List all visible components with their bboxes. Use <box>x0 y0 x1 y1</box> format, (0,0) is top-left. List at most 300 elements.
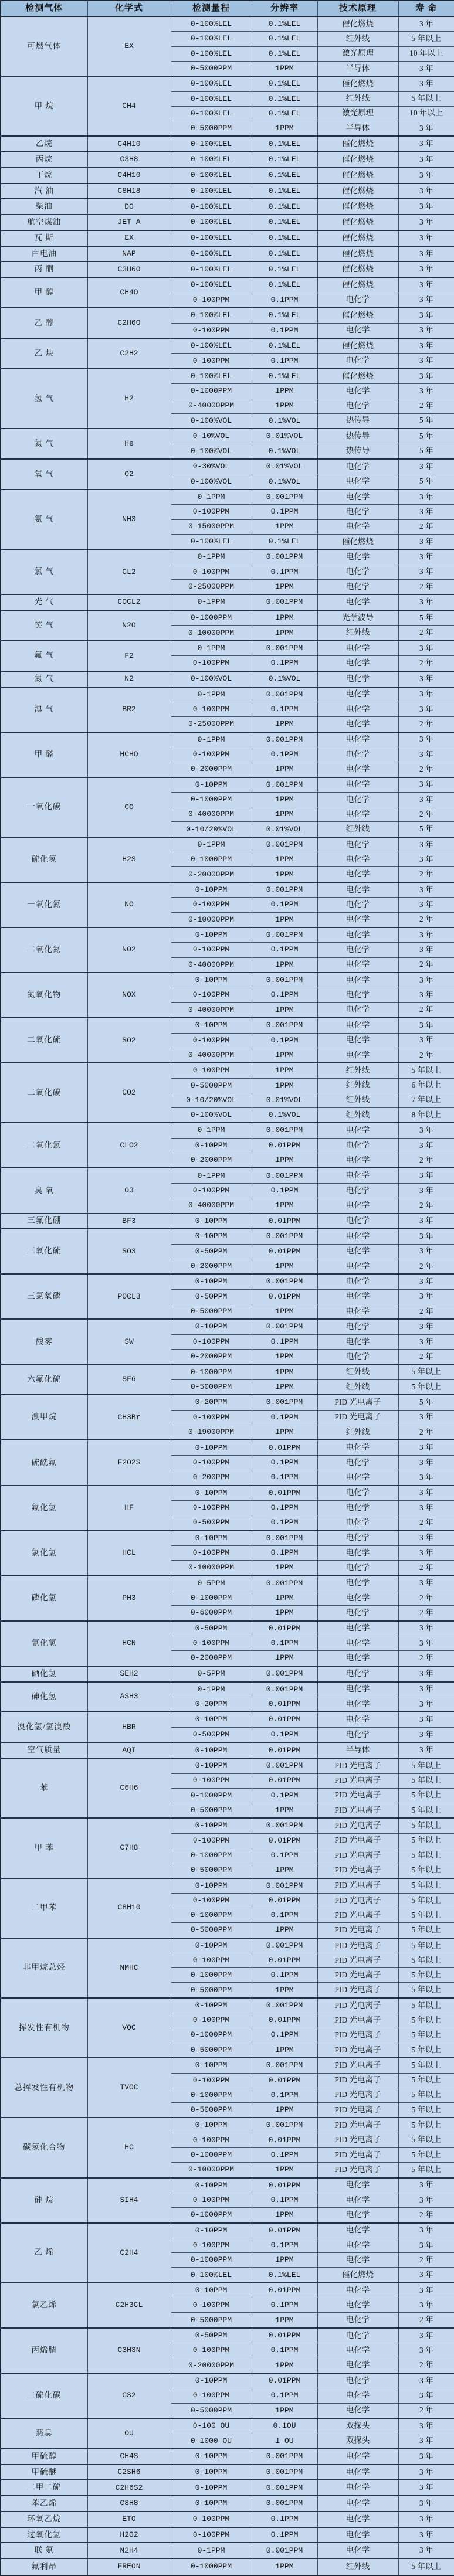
range-cell: 0-1000PPM <box>171 2147 252 2162</box>
lifespan-cell: 3 年 <box>398 277 454 293</box>
resolution-cell: 0.1PPM <box>252 2238 317 2253</box>
range-cell: 0-100%LEL <box>171 308 252 323</box>
resolution-cell: 1PPM <box>252 1078 317 1093</box>
lifespan-cell: 3 年 <box>398 2418 454 2434</box>
lifespan-cell: 5 年 <box>398 474 454 490</box>
table-row <box>1 429 454 444</box>
resolution-cell: 0.01PPM <box>252 2013 317 2028</box>
principle-cell: 电化学 <box>317 1183 398 1198</box>
range-cell: 0-10/20%VOL <box>171 822 252 837</box>
resolution-cell: 0.1%LEL <box>252 32 317 46</box>
resolution-cell: 0.1%LEL <box>252 338 317 354</box>
lifespan-cell: 2 年 <box>398 1425 454 1440</box>
resolution-cell: 0.1PPM <box>252 747 317 762</box>
table-row <box>1 1758 454 1773</box>
resolution-cell: 0.01PPM <box>252 1833 317 1848</box>
range-cell: 0-5000PPM <box>171 1379 252 1395</box>
range-cell: 0-100PPM <box>171 1953 252 1968</box>
gas-name-cell: 乙烷 <box>1 136 87 152</box>
resolution-cell: 0.1PPM <box>252 1500 317 1515</box>
lifespan-cell: 5 年以上 <box>398 2043 454 2058</box>
range-cell: 0-40000PPM <box>171 1002 252 1018</box>
lifespan-cell: 2 年 <box>398 1153 454 1168</box>
table-row <box>1 459 454 474</box>
range-cell: 0-100%LEL <box>171 91 252 106</box>
range-cell: 0-5000PPM <box>171 1923 252 1938</box>
resolution-cell: 0.001PPM <box>252 1878 317 1894</box>
range-cell: 0-100%LEL <box>171 183 252 199</box>
principle-cell: 电化学 <box>317 354 398 369</box>
principle-cell: 电化学 <box>317 1531 398 1546</box>
principle-cell: 电化学 <box>317 732 398 747</box>
lifespan-cell: 3 年 <box>398 1033 454 1048</box>
lifespan-cell: 3 年 <box>398 2543 454 2558</box>
formula-cell: CLO2 <box>87 1123 171 1168</box>
gas-name-cell: 氯化氢 <box>1 1531 87 1576</box>
resolution-cell: 0.1%LEL <box>252 369 317 384</box>
range-cell: 0-10PPM <box>171 1440 252 1455</box>
range-cell: 0-10PPM <box>171 2223 252 2238</box>
range-cell: 0-500PPM <box>171 1515 252 1531</box>
lifespan-cell: 3 年 <box>398 1470 454 1486</box>
resolution-cell: 0.001PPM <box>252 1666 317 1682</box>
range-cell: 0-50PPM <box>171 2328 252 2343</box>
principle-cell: PID 光电离子 <box>317 1953 398 1968</box>
lifespan-cell: 5 年 <box>398 413 454 429</box>
formula-cell: DO <box>87 199 171 215</box>
lifespan-cell: 3 年 <box>398 1742 454 1758</box>
principle-cell: 红外线 <box>317 32 398 46</box>
principle-cell: 电化学 <box>317 837 398 852</box>
gas-name-cell: 溴 气 <box>1 687 87 732</box>
table-row <box>1 1666 454 1682</box>
gas-name-cell: 二甲苯 <box>1 1878 87 1938</box>
lifespan-cell: 3 年 <box>398 152 454 168</box>
header-formula: 化学式 <box>87 1 171 16</box>
principle-cell: 电化学 <box>317 1682 398 1697</box>
range-cell: 0-20PPM <box>171 1395 252 1410</box>
resolution-cell: 1PPM <box>252 2403 317 2418</box>
range-cell: 0-100%LEL <box>171 534 252 549</box>
resolution-cell: 0.1%LEL <box>252 277 317 293</box>
range-cell: 0-5PPM <box>171 1666 252 1682</box>
resolution-cell: 1PPM <box>252 2358 317 2373</box>
resolution-cell: 0.1PPM <box>252 2343 317 2358</box>
table-row <box>1 641 454 656</box>
gas-name-cell: 一氧化氮 <box>1 882 87 927</box>
formula-cell: O3 <box>87 1168 171 1213</box>
range-cell: 0-1000PPM <box>171 2088 252 2102</box>
formula-cell: SO3 <box>87 1229 171 1274</box>
resolution-cell: 0.01%VOL <box>252 822 317 837</box>
principle-cell: PID 光电离子 <box>317 2028 398 2043</box>
resolution-cell: 1PPM <box>252 121 317 136</box>
table-row <box>1 2465 454 2480</box>
range-cell: 0-1000PPM <box>171 2208 252 2223</box>
formula-cell: JET A <box>87 215 171 230</box>
formula-cell: C3H6O <box>87 261 171 277</box>
range-cell: 0-1000PPM <box>171 1591 252 1606</box>
formula-cell: CH4 <box>87 76 171 136</box>
lifespan-cell: 5 年以上 <box>398 1803 454 1818</box>
formula-cell: SEH2 <box>87 1666 171 1682</box>
gas-name-cell: 光 气 <box>1 594 87 610</box>
lifespan-cell: 5 年以上 <box>398 2147 454 2162</box>
lifespan-cell: 2 年 <box>398 867 454 882</box>
formula-cell: C3H8 <box>87 152 171 168</box>
formula-cell: F2O2S <box>87 1440 171 1485</box>
table-row <box>1 1319 454 1334</box>
range-cell: 0-10PPM <box>171 1758 252 1773</box>
lifespan-cell: 3 年 <box>398 261 454 277</box>
principle-cell: 电化学 <box>317 702 398 716</box>
range-cell: 0-10PPM <box>171 1214 252 1229</box>
lifespan-cell: 2 年 <box>398 1002 454 1018</box>
range-cell: 0-100%VOL <box>171 413 252 429</box>
range-cell: 0-100PPM <box>171 1410 252 1425</box>
principle-cell: 催化燃烧 <box>317 369 398 384</box>
principle-cell: 电化学 <box>317 474 398 490</box>
resolution-cell: 1PPM <box>252 1350 317 1365</box>
range-cell: 0-100PPM <box>171 898 252 912</box>
resolution-cell: 0.1PPM <box>252 1183 317 1198</box>
resolution-cell: 0.1%LEL <box>252 183 317 199</box>
principle-cell: 电化学 <box>317 1319 398 1334</box>
table-row <box>1 261 454 277</box>
formula-cell: H2O2 <box>87 2527 171 2543</box>
lifespan-cell: 3 年 <box>398 852 454 867</box>
resolution-cell: 1PPM <box>252 957 317 973</box>
range-cell: 0-100PPM <box>171 2238 252 2253</box>
lifespan-cell: 2 年 <box>398 1304 454 1319</box>
resolution-cell: 1PPM <box>252 399 317 413</box>
formula-cell: C8H8 <box>87 2496 171 2512</box>
resolution-cell: 0.001PPM <box>252 2496 317 2512</box>
lifespan-cell: 3 年 <box>398 136 454 152</box>
principle-cell: 催化燃烧 <box>317 152 398 168</box>
lifespan-cell: 3 年 <box>398 671 454 687</box>
lifespan-cell: 3 年 <box>398 927 454 943</box>
range-cell: 0-2000PPM <box>171 1651 252 1666</box>
resolution-cell: 0.1PPM <box>252 1470 317 1486</box>
lifespan-cell: 2 年 <box>398 1515 454 1531</box>
resolution-cell: 1PPM <box>252 61 317 76</box>
lifespan-cell: 3 年 <box>398 2480 454 2496</box>
resolution-cell: 1PPM <box>252 1651 317 1666</box>
range-cell: 0-1PPM <box>171 1123 252 1138</box>
range-cell: 0-100PPM <box>171 2512 252 2527</box>
table-row <box>1 1168 454 1183</box>
lifespan-cell: 2 年 <box>398 2313 454 2328</box>
resolution-cell: 1PPM <box>252 793 317 807</box>
resolution-cell: 0.1PPM <box>252 898 317 912</box>
principle-cell: 激光原理 <box>317 106 398 121</box>
resolution-cell: 1PPM <box>252 1048 317 1063</box>
principle-cell: 催化燃烧 <box>317 230 398 246</box>
gas-name-cell: 过氧化氢 <box>1 2527 87 2543</box>
principle-cell: 电化学 <box>317 1153 398 1168</box>
resolution-cell: 0.001PPM <box>252 1274 317 1289</box>
lifespan-cell: 3 年 <box>398 384 454 399</box>
resolution-cell: 1PPM <box>252 1063 317 1078</box>
range-cell: 0-25000PPM <box>171 717 252 732</box>
principle-cell: 电化学 <box>317 1289 398 1304</box>
lifespan-cell: 3 年 <box>398 1455 454 1470</box>
lifespan-cell: 3 年 <box>398 183 454 199</box>
formula-cell: BR2 <box>87 687 171 732</box>
resolution-cell: 1PPM <box>252 1923 317 1938</box>
resolution-cell: 1PPM <box>252 717 317 732</box>
lifespan-cell: 3 年 <box>398 594 454 610</box>
formula-cell: SIH4 <box>87 2178 171 2223</box>
lifespan-cell: 5 年以上 <box>398 1923 454 1938</box>
lifespan-cell: 6 年以上 <box>398 1078 454 1093</box>
formula-cell: CH3Br <box>87 1395 171 1440</box>
range-cell: 0-2000PPM <box>171 1153 252 1168</box>
lifespan-cell: 3 年 <box>398 2238 454 2253</box>
lifespan-cell: 3 年 <box>398 973 454 988</box>
resolution-cell: 1PPM <box>252 1379 317 1395</box>
range-cell: 0-100%LEL <box>171 369 252 384</box>
lifespan-cell: 2 年 <box>398 1606 454 1621</box>
range-cell: 0-100PPM <box>171 943 252 957</box>
resolution-cell: 0.001PPM <box>252 641 317 656</box>
lifespan-cell: 3 年 <box>398 1123 454 1138</box>
table-row <box>1 1742 454 1758</box>
lifespan-cell: 3 年 <box>398 505 454 519</box>
range-cell: 0-10PPM <box>171 777 252 793</box>
range-cell: 0-10PPM <box>171 1274 252 1289</box>
formula-cell: ETO <box>87 2512 171 2527</box>
resolution-cell: 0.1%LEL <box>252 261 317 277</box>
range-cell: 0-100%LEL <box>171 199 252 215</box>
resolution-cell: 0.1%VOL <box>252 671 317 687</box>
resolution-cell: 0.1%LEL <box>252 199 317 215</box>
gas-name-cell: 环氧乙烷 <box>1 2512 87 2527</box>
lifespan-cell: 5 年 <box>398 429 454 444</box>
table-row <box>1 1818 454 1833</box>
principle-cell: PID 光电离子 <box>317 2043 398 2058</box>
resolution-cell: 1PPM <box>252 2253 317 2268</box>
principle-cell: PID 光电离子 <box>317 1983 398 1998</box>
principle-cell: 电化学 <box>317 2388 398 2403</box>
principle-cell: 电化学 <box>317 1621 398 1636</box>
table-row <box>1 1063 454 1078</box>
resolution-cell: 0.001PPM <box>252 490 317 505</box>
resolution-cell: 1PPM <box>252 1591 317 1606</box>
formula-cell: CO2 <box>87 1063 171 1123</box>
resolution-cell: 0.1PPM <box>252 1515 317 1531</box>
table-row <box>1 230 454 246</box>
gas-name-cell: 丙 酮 <box>1 261 87 277</box>
lifespan-cell: 2 年 <box>398 579 454 594</box>
range-cell: 0-100PPM <box>171 293 252 308</box>
range-cell: 0-10PPM <box>171 1712 252 1727</box>
range-cell: 0-100%LEL <box>171 32 252 46</box>
range-cell: 0-5000PPM <box>171 1304 252 1319</box>
range-cell: 0-100PPM <box>171 2073 252 2088</box>
lifespan-cell: 2 年 <box>398 2253 454 2268</box>
lifespan-cell: 2 年 <box>398 1259 454 1274</box>
principle-cell: 催化燃烧 <box>317 338 398 354</box>
principle-cell: 半导体 <box>317 121 398 136</box>
range-cell: 0-100PPM <box>171 747 252 762</box>
resolution-cell: 0.01PPM <box>252 1953 317 1968</box>
resolution-cell: 0.1PPM <box>252 2088 317 2102</box>
principle-cell: 热传导 <box>317 444 398 459</box>
principle-cell: PID 光电离子 <box>317 1758 398 1773</box>
lifespan-cell: 3 年 <box>398 837 454 852</box>
range-cell: 0-1000PPM <box>171 793 252 807</box>
range-cell: 0-100PPM <box>171 702 252 716</box>
resolution-cell: 0.001PPM <box>252 1018 317 1033</box>
principle-cell: 催化燃烧 <box>317 215 398 230</box>
principle-cell: 电化学 <box>317 973 398 988</box>
resolution-cell: 0.1PPM <box>252 565 317 579</box>
principle-cell: 电化学 <box>317 293 398 308</box>
lifespan-cell: 2 年 <box>398 656 454 671</box>
principle-cell: PID 光电离子 <box>317 2102 398 2118</box>
resolution-cell: 0.1PPM <box>252 1848 317 1863</box>
principle-cell: 电化学 <box>317 852 398 867</box>
table-row <box>1 338 454 354</box>
range-cell: 0-100PPM <box>171 1033 252 1048</box>
principle-cell: PID 光电离子 <box>317 1908 398 1923</box>
resolution-cell: 0.01PPM <box>252 1712 317 1727</box>
range-cell: 0-100%LEL <box>171 2268 252 2283</box>
principle-cell: PID 光电离子 <box>317 2118 398 2133</box>
table-row <box>1 2118 454 2133</box>
range-cell: 0-100PPM <box>171 2193 252 2208</box>
formula-cell: HCL <box>87 1531 171 1576</box>
principle-cell: 电化学 <box>317 957 398 973</box>
resolution-cell: 1PPM <box>252 519 317 534</box>
range-cell: 0-10PPM <box>171 2283 252 2298</box>
lifespan-cell: 2 年 <box>398 807 454 822</box>
principle-cell: 电化学 <box>317 988 398 1002</box>
range-cell: 0-200PPM <box>171 1470 252 1486</box>
lifespan-cell: 5 年以上 <box>398 2163 454 2178</box>
resolution-cell: 0.001PPM <box>252 549 317 565</box>
range-cell: 0-1000PPM <box>171 384 252 399</box>
lifespan-cell: 5 年以上 <box>398 1878 454 1894</box>
resolution-cell: 0.01PPM <box>252 1138 317 1153</box>
table-row <box>1 369 454 384</box>
principle-cell: 电化学 <box>317 1666 398 1682</box>
lifespan-cell: 3 年 <box>398 76 454 91</box>
lifespan-cell: 3 年 <box>398 354 454 369</box>
range-cell: 0-10PPM <box>171 1742 252 1758</box>
range-cell: 0-5000PPM <box>171 1863 252 1878</box>
gas-name-cell: 三氟化硼 <box>1 1214 87 1229</box>
resolution-cell: 0.01PPM <box>252 2178 317 2193</box>
range-cell: 0-1PPM <box>171 641 252 656</box>
range-cell: 0-25000PPM <box>171 579 252 594</box>
resolution-cell: 1PPM <box>252 610 317 626</box>
principle-cell: PID 光电离子 <box>317 1395 398 1410</box>
resolution-cell: 1PPM <box>252 626 317 641</box>
table-row <box>1 973 454 988</box>
principle-cell: PID 光电离子 <box>317 1893 398 1908</box>
gas-name-cell: 二硫化碳 <box>1 2373 87 2418</box>
principle-cell: 电化学 <box>317 1440 398 1455</box>
principle-cell: PID 光电离子 <box>317 1773 398 1788</box>
formula-cell: OU <box>87 2418 171 2449</box>
lifespan-cell: 3 年 <box>398 747 454 762</box>
range-cell: 0-1PPM <box>171 687 252 702</box>
principle-cell: 红外线 <box>317 1093 398 1107</box>
principle-cell: 红外线 <box>317 1425 398 1440</box>
resolution-cell: 0.1PPM <box>252 293 317 308</box>
range-cell: 0-10PPM <box>171 1818 252 1833</box>
gas-name-cell: 恶臭 <box>1 2418 87 2449</box>
lifespan-cell: 2 年 <box>398 717 454 732</box>
principle-cell: 热传导 <box>317 429 398 444</box>
table-row <box>1 610 454 626</box>
resolution-cell: 0.001PPM <box>252 777 317 793</box>
range-cell: 0-40000PPM <box>171 807 252 822</box>
resolution-cell: 0.001PPM <box>252 1998 317 2013</box>
range-cell: 0-500PPM <box>171 1727 252 1742</box>
gas-name-cell: 溴化氢/氢溴酸 <box>1 1712 87 1742</box>
range-cell: 0-100PPM <box>171 505 252 519</box>
resolution-cell: 0.1PPM <box>252 2193 317 2208</box>
resolution-cell: 0.001PPM <box>252 1576 317 1591</box>
range-cell: 0-20000PPM <box>171 867 252 882</box>
range-cell: 0-100%LEL <box>171 76 252 91</box>
principle-cell: 红外线 <box>317 1078 398 1093</box>
resolution-cell: 0.1PPM <box>252 943 317 957</box>
table-row <box>1 1229 454 1244</box>
range-cell: 0-1PPM <box>171 732 252 747</box>
resolution-cell: 1PPM <box>252 2558 317 2575</box>
lifespan-cell: 3 年 <box>398 687 454 702</box>
resolution-cell: 0.1PPM <box>252 1033 317 1048</box>
table-row <box>1 277 454 293</box>
range-cell: 0-5000PPM <box>171 2102 252 2118</box>
lifespan-cell: 3 年 <box>398 898 454 912</box>
principle-cell: 催化燃烧 <box>317 534 398 549</box>
range-cell: 0-100PPM <box>171 1833 252 1848</box>
range-cell: 0-10PPM <box>171 2480 252 2496</box>
resolution-cell: 0.001PPM <box>252 973 317 988</box>
table-row <box>1 246 454 262</box>
principle-cell: 电化学 <box>317 519 398 534</box>
table-row <box>1 1576 454 1591</box>
resolution-cell: 0.1%LEL <box>252 2268 317 2283</box>
table-row <box>1 732 454 747</box>
resolution-cell: 0.01PPM <box>252 1244 317 1259</box>
lifespan-cell: 3 年 <box>398 1546 454 1561</box>
gas-name-cell: 柴油 <box>1 199 87 215</box>
range-cell: 0-100%LEL <box>171 46 252 61</box>
lifespan-cell: 5 年以上 <box>398 1818 454 1833</box>
lifespan-cell: 3 年 <box>398 16 454 32</box>
formula-cell: CO <box>87 777 171 837</box>
gas-name-cell: 砷化氢 <box>1 1682 87 1712</box>
formula-cell: CH4O <box>87 277 171 308</box>
range-cell: 0-20PPM <box>171 1697 252 1712</box>
range-cell: 0-1PPM <box>171 594 252 610</box>
range-cell: 0-10PPM <box>171 882 252 898</box>
resolution-cell: 1PPM <box>252 2208 317 2223</box>
formula-cell: He <box>87 429 171 459</box>
principle-cell: 红外线 <box>317 822 398 837</box>
resolution-cell: 0.001PPM <box>252 687 317 702</box>
principle-cell: 电化学 <box>317 1455 398 1470</box>
resolution-cell: 0.01PPM <box>252 1893 317 1908</box>
table-row <box>1 837 454 852</box>
